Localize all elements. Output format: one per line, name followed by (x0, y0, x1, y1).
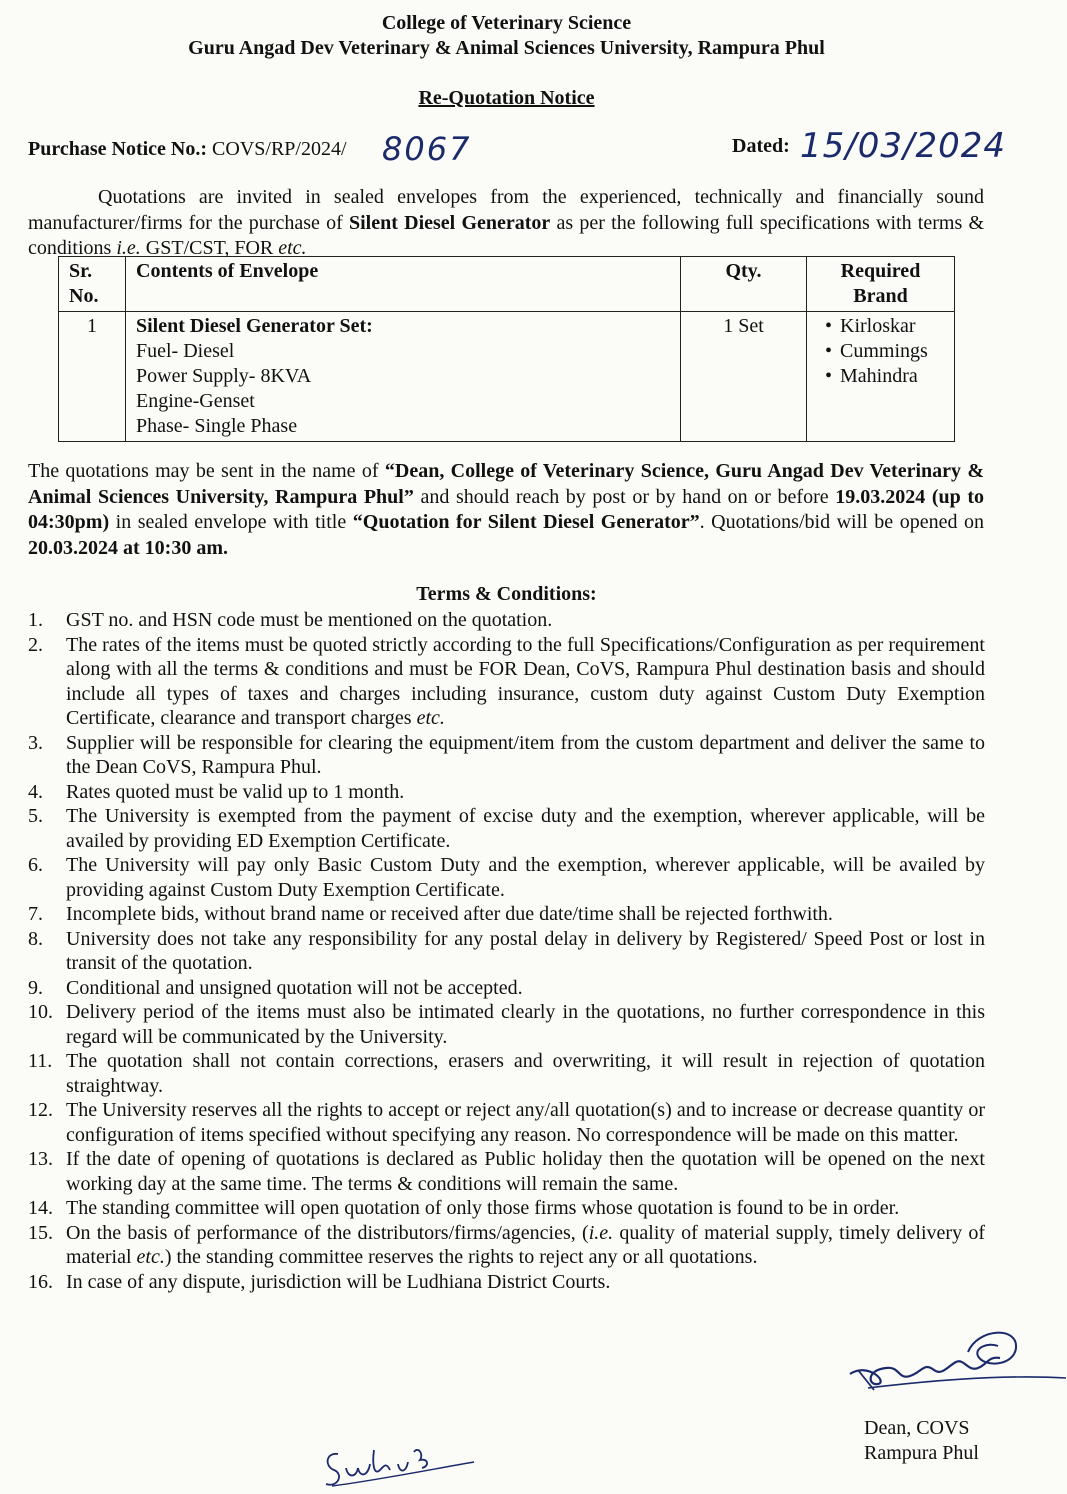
brand-list (817, 314, 944, 389)
intro-text-2: as per the following full specifications with terms & conditions (28, 211, 985, 259)
list-item: 8. University does not take any responsibility for any postal delay in delivery by Registered/ Speed Post or lost in transit of the quotation. (28, 927, 985, 974)
cell-contents (126, 312, 681, 442)
dean-signature (838, 1322, 1067, 1402)
list-item: 1. GST no. and HSN code must be mentioned on the quotation. (28, 609, 553, 631)
dated-label: Dated: (732, 135, 790, 157)
list-item: 3. Supplier will be responsible for clearing the equipment/item from the custom department and deliver the same to the Dean CoVS, Rampura Phul. (28, 731, 985, 778)
header-qty: Qty. (681, 257, 807, 312)
spec-line: Fuel- Diesel (136, 340, 235, 362)
brand-item: • Kirloskar (825, 314, 944, 339)
signatory-location: Rampura Phul (864, 1442, 979, 1464)
list-item: 5. The University is exempted from the payment of excise duty and the exemption, wherever applicable, will be availed by providing ED Exemption Certificate. (28, 805, 985, 852)
intro-text-1: Quotations are invited in sealed envelopes from the experienced, technically and financially sound manufacturer/firms for the purchase of (28, 186, 984, 234)
terms-list (28, 608, 985, 1294)
handwritten-date: 15/03/2024 (800, 126, 1006, 166)
college-name: College of Veterinary Science (381, 12, 632, 34)
handwritten-notice-number: 8067 (382, 130, 472, 168)
intro-ie: i.e. (116, 237, 141, 259)
submission-deadline: 19.03.2024 (up to 04:30pm) (28, 485, 985, 533)
purchase-notice-prefix: COVS/RP/2024/ (212, 138, 347, 160)
cell-sr: 1 (59, 312, 126, 442)
terms-title: Terms & Conditions: (416, 583, 597, 605)
spec-line: Phase- Single Phase (136, 415, 298, 437)
submission-envelope-title: “Quotation for Silent Diesel Generator” (352, 511, 700, 533)
signatory-title: Dean, COVS (864, 1417, 970, 1439)
spec-line: Engine-Genset (136, 390, 255, 412)
list-item: 14. The standing committee will open quotation of only those firms whose quotation is found to be in order. (28, 1197, 900, 1219)
list-item: 15. On the basis of performance of the distributors/firms/agencies, (i.e. quality of material supply, timely delivery of material etc.) the standing committee reserves the rights to reject any or all quotations. (28, 1221, 985, 1268)
intro-etc: etc. (278, 237, 307, 259)
header-contents: Contents of Envelope (126, 257, 681, 312)
item-title: Silent Diesel Generator Set: (136, 315, 373, 337)
list-item: 4. Rates quoted must be valid up to 1 month. (28, 780, 405, 803)
list-item: 9. Conditional and unsigned quotation will not be accepted. (28, 976, 523, 999)
list-item: 10. Delivery period of the items must also be intimated clearly in the quotations, no further correspondence in this regard will be communicated by the University. (28, 1001, 985, 1048)
submission-addressee: “Dean, College of Veterinary Science, Guru Angad Dev Veterinary & Animal Sciences University, Rampura Phul” (28, 460, 984, 508)
initials-signature (318, 1440, 478, 1492)
submission-paragraph (28, 459, 984, 561)
submission-text-2: and should reach by post or by hand on or before (413, 485, 836, 508)
list-item: 16. In case of any dispute, jurisdiction will be Ludhiana District Courts. (28, 1270, 611, 1293)
list-item: 7. Incomplete bids, without brand name or received after due date/time shall be rejected forthwith. (28, 903, 833, 925)
submission-text-4: . Quotations/bid will be opened on (699, 511, 984, 533)
list-item: 13. If the date of opening of quotations is declared as Public holiday then the quotation will be opened on the next working day at the same time. The terms & conditions will remain the same. (28, 1148, 985, 1195)
header-brand: Required Brand (807, 257, 955, 312)
table-header-row (59, 257, 955, 312)
intro-text-3: GST/CST, FOR (140, 237, 279, 259)
brand-item: • Cummings (825, 339, 944, 364)
list-item: 11. The quotation shall not contain corrections, erasers and overwriting, it will result in rejection of quotation straightway. (28, 1050, 985, 1097)
table-row (59, 312, 955, 442)
header-sr-no: Sr. No. (59, 257, 126, 312)
cell-qty: 1 Set (681, 312, 807, 442)
signatory-block (864, 1416, 979, 1466)
cell-brands (807, 312, 955, 442)
submission-text-3: in sealed envelope with title (109, 511, 353, 533)
spec-line: Power Supply- 8KVA (136, 365, 312, 387)
list-item: 6. The University will pay only Basic Custom Duty and the exemption, wherever applicable, will be availed by providing against Custom Duty Exemption Certificate. (28, 854, 985, 901)
list-item: 12. The University reserves all the rights to accept or reject any/all quotation(s) and to increase or decrease quantity or configuration of items specified without specifying any reason. No correspondence will be made on this matter. (28, 1099, 985, 1146)
notice-title: Re-Quotation Notice (418, 87, 595, 109)
submission-opening: 20.03.2024 at 10:30 am. (28, 536, 228, 559)
list-item: 2. The rates of the items must be quoted strictly according to the full Specifications/Configuration as per requirement along with all the terms & conditions and must be FOR Dean, CoVS, Rampura Phul destination basis and should include all types of taxes and charges including insurance, custom duty against Custom Duty Exemption Certificate, clearance and transport charges etc. (28, 633, 985, 729)
purchase-notice-number (28, 138, 347, 161)
submission-text-1: The quotations may be sent in the name of (28, 460, 385, 482)
purchase-notice-label: Purchase Notice No.: (28, 138, 208, 160)
intro-paragraph (28, 185, 984, 262)
intro-item: Silent Diesel Generator (349, 211, 551, 234)
brand-item: • Mahindra (825, 364, 944, 389)
university-name: Guru Angad Dev Veterinary & Animal Sciences University, Rampura Phul (188, 37, 825, 59)
specification-table (58, 256, 955, 442)
